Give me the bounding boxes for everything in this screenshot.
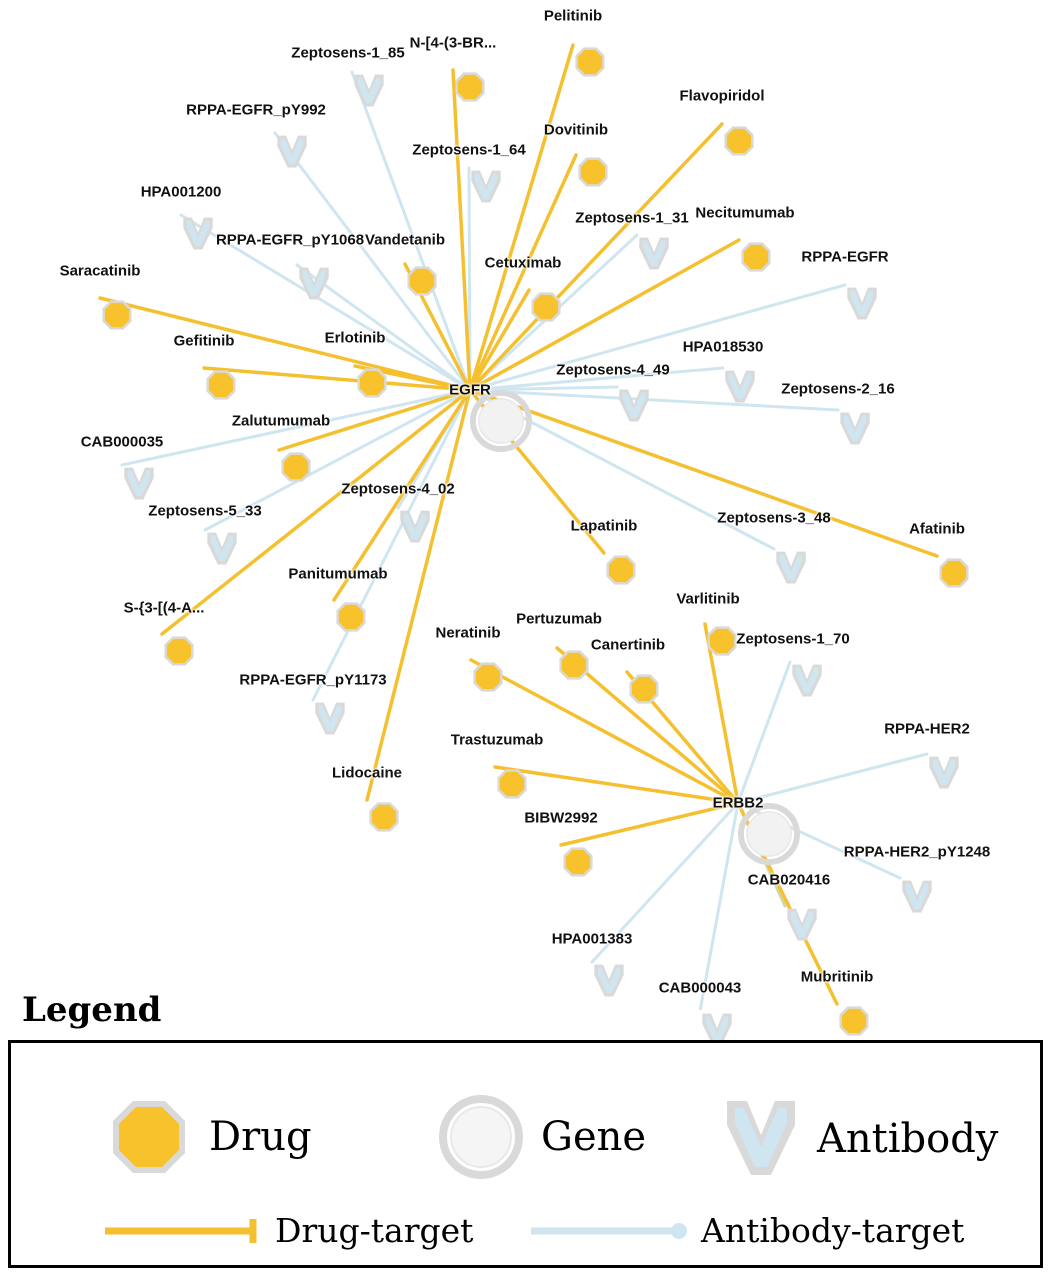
antibody-label: CAB020416	[747, 871, 831, 889]
antibody-label: Zeptosens-1_70	[736, 630, 850, 648]
drug-label: Cetuximab	[484, 254, 562, 272]
antibody-label: Zeptosens-1_31	[575, 209, 689, 227]
drug-label: Flavopiridol	[679, 87, 765, 105]
drug-label: Pertuzumab	[516, 610, 602, 628]
drug-label: Necitumumab	[695, 204, 795, 222]
drug-icon	[107, 1095, 191, 1179]
graph-edge	[313, 390, 470, 700]
drug-label: Trastuzumab	[450, 731, 544, 749]
antibody-label: RPPA-HER2_pY1248	[843, 843, 991, 861]
graph-edge	[738, 754, 927, 803]
drug-label: Mubritinib	[800, 968, 874, 986]
drug-label: Lidocaine	[331, 764, 403, 782]
drug-label: Vandetanib	[364, 231, 446, 249]
antibody-label: Zeptosens-3_48	[717, 509, 831, 527]
legend-drug-label: Drug	[209, 1114, 312, 1160]
drug-label: Panitumumab	[288, 565, 388, 583]
drug-label: Erlotinib	[324, 329, 386, 347]
legend-antibody-label: Antibody	[817, 1116, 999, 1162]
drug-label: N-[4-(3-BR...	[409, 34, 497, 52]
legend-title: Legend	[22, 990, 162, 1030]
gene-icon	[439, 1095, 523, 1179]
drug-label: Saracatinib	[59, 262, 141, 280]
legend-drug-target	[103, 1211, 473, 1250]
antibody-label: CAB000043	[658, 979, 742, 997]
antibody-label: HPA001200	[140, 183, 222, 201]
drug-label: Neratinib	[435, 624, 501, 642]
drug-label: Canertinib	[590, 636, 666, 654]
antibody-label: Zeptosens-5_33	[148, 502, 262, 520]
antibody-label: HPA018530	[682, 338, 764, 356]
drug-label: BIBW2992	[524, 809, 598, 827]
antibody-target-edge-icon	[529, 1216, 689, 1246]
legend-gene-label: Gene	[541, 1114, 647, 1160]
antibody-label: Zeptosens-1_85	[291, 44, 405, 62]
antibody-label: HPA001383	[551, 930, 633, 948]
drug-label: S-{3-[(4-A...	[123, 599, 205, 617]
drug-label: Gefitinib	[173, 332, 235, 350]
legend-antibody-target-label: Antibody-target	[701, 1211, 965, 1250]
legend-drug-target-label: Drug-target	[275, 1211, 474, 1250]
drug-label: Afatinib	[909, 520, 965, 538]
antibody-label: RPPA-EGFR_pY992	[186, 101, 326, 119]
drug-target-edge-icon	[103, 1216, 263, 1246]
antibody-label: RPPA-EGFR_pY1068	[215, 231, 365, 249]
graph-edge	[738, 662, 790, 803]
drug-label: Zalutumumab	[231, 412, 331, 430]
legend-antibody-target	[529, 1211, 964, 1250]
graph-edge	[275, 133, 470, 390]
legend-antibody	[723, 1095, 998, 1183]
gene-label: EGFR	[449, 381, 491, 399]
antibody-label: RPPA-HER2	[884, 720, 970, 738]
gene-label: ERBB2	[712, 794, 764, 812]
legend-drug	[107, 1095, 312, 1179]
graph-edge	[453, 70, 470, 390]
legend-gene	[439, 1095, 646, 1179]
antibody-label: Zeptosens-4_02	[341, 480, 455, 498]
legend-box	[8, 1040, 1043, 1268]
drug-label: Varlitinib	[676, 590, 740, 608]
antibody-icon	[723, 1095, 799, 1183]
antibody-label: RPPA-EGFR	[801, 248, 889, 266]
drug-label: Dovitinib	[543, 121, 609, 139]
antibody-label: Zeptosens-1_64	[412, 141, 526, 159]
antibody-label: Zeptosens-2_16	[781, 380, 895, 398]
drug-label: Pelitinib	[543, 7, 603, 25]
antibody-label: RPPA-EGFR_pY1173	[239, 671, 387, 689]
antibody-label: Zeptosens-4_49	[556, 361, 670, 379]
drug-label: Lapatinib	[570, 517, 638, 535]
antibody-label: CAB000035	[80, 433, 164, 451]
